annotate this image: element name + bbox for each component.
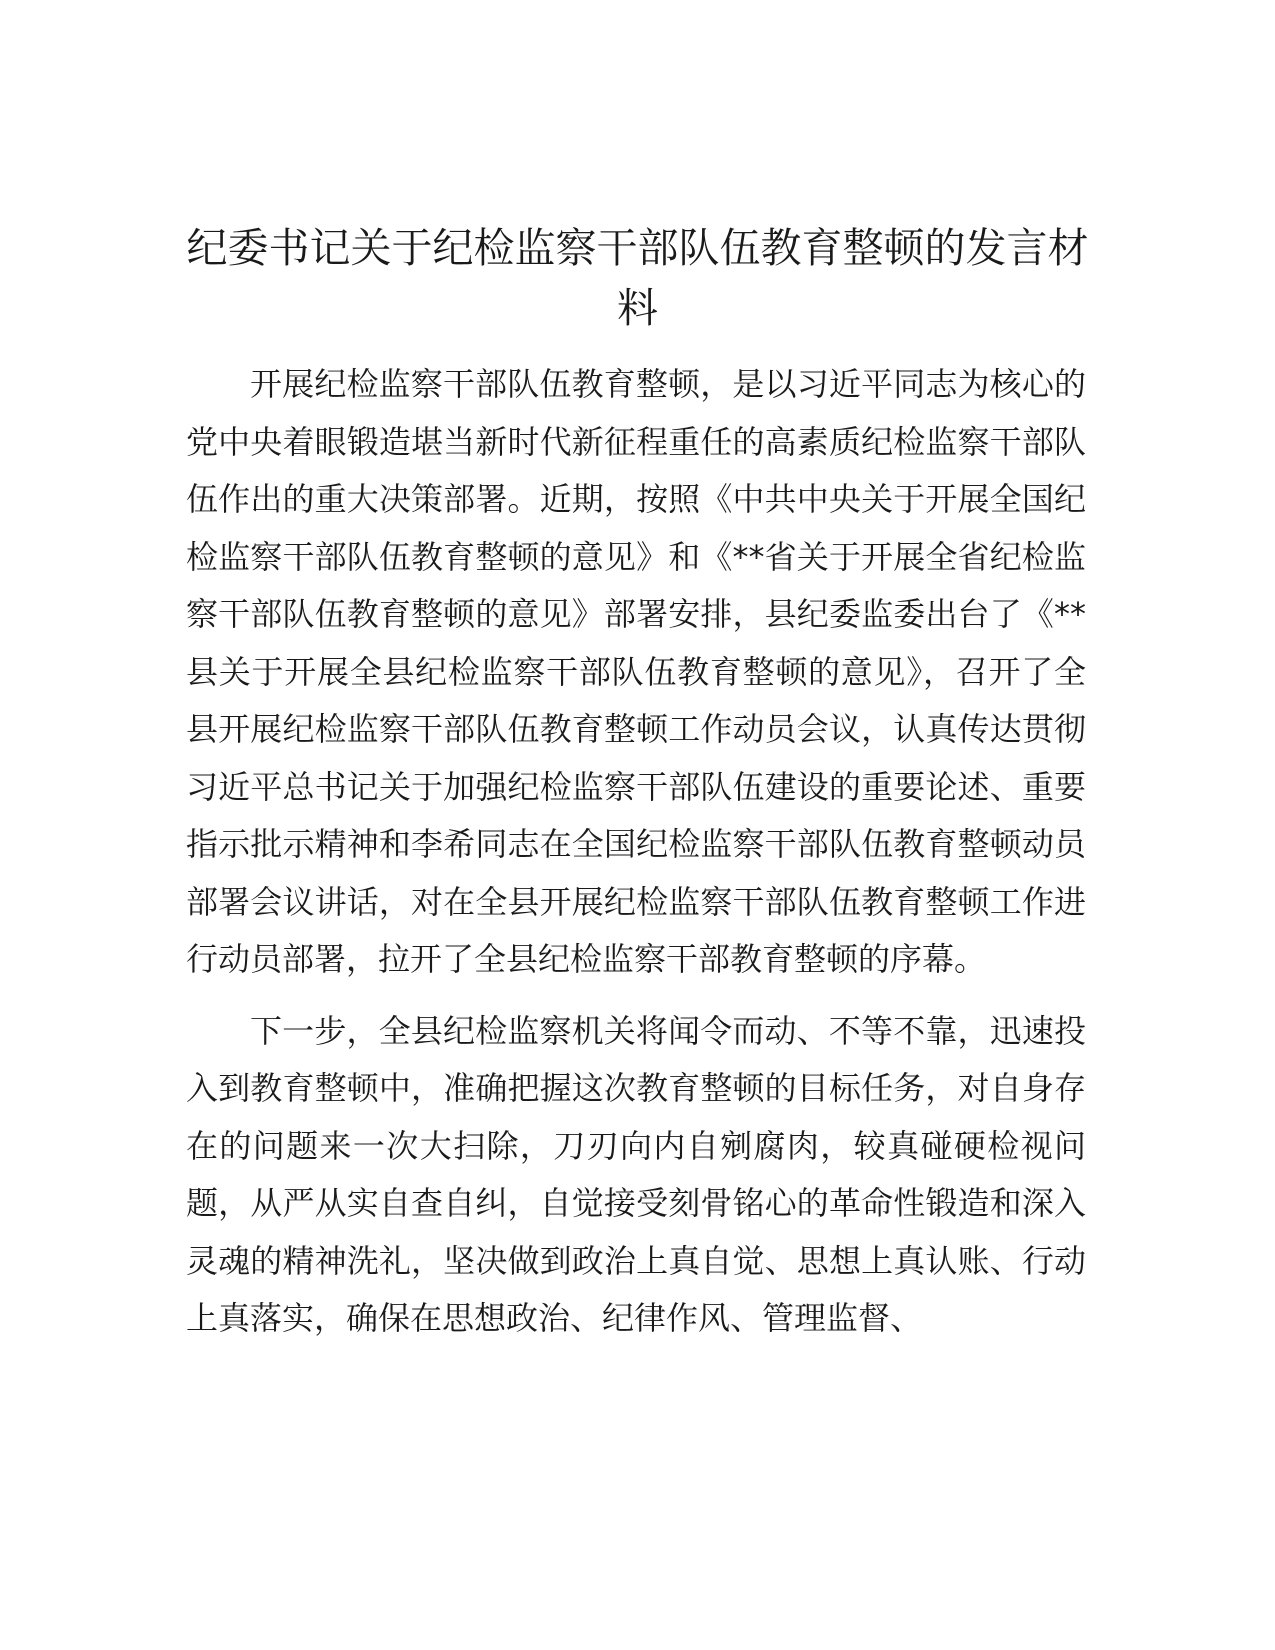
document-title: 纪委书记关于纪检监察干部队伍教育整顿的发言材料 <box>186 224 1089 332</box>
paragraph-1: 开展纪检监察干部队伍教育整顿，是以习近平同志为核心的党中央着眼锻造堪当新时代新征程重任的高素质纪检监察干部队伍作出的重大决策部署。近期，按照《中共中央关于开展全国纪检监察干部队伍教育整顿的意见》和《**省关于开展全省纪检监察干部队伍教育整顿的意见》部署安排，县纪委监委出台了《**县关于开展全县纪检监察干部队伍教育整顿的意见》，召开了全县开展纪检监察干部队伍教育整顿工作动员会议，认真传达贯彻习近平总书记关于加强纪检监察干部队伍建设的重要论述、重要指示批示精神和李希同志在全国纪检监察干部队伍教育整顿动员部署会议讲话，对在全县开展纪检监察干部队伍教育整顿工作进行动员部署，拉开了全县纪检监察干部教育整顿的序幕。 <box>186 365 1086 978</box>
document-body <box>186 356 1086 1362</box>
paragraph-2: 下一步，全县纪检监察机关将闻令而动、不等不靠，迅速投入到教育整顿中，准确把握这次教育整顿的目标任务，对自身存在的问题来一次大扫除，刀刃向内自剜腐肉，较真碰硬检视问题，从严从实自查自纠，自觉接受刻骨铭心的革命性锻造和深入灵魂的精神洗礼，坚决做到政治上真自觉、思想上真认账、行动上真落实，确保在思想政治、纪律作风、管理监督、 <box>186 1011 1086 1337</box>
